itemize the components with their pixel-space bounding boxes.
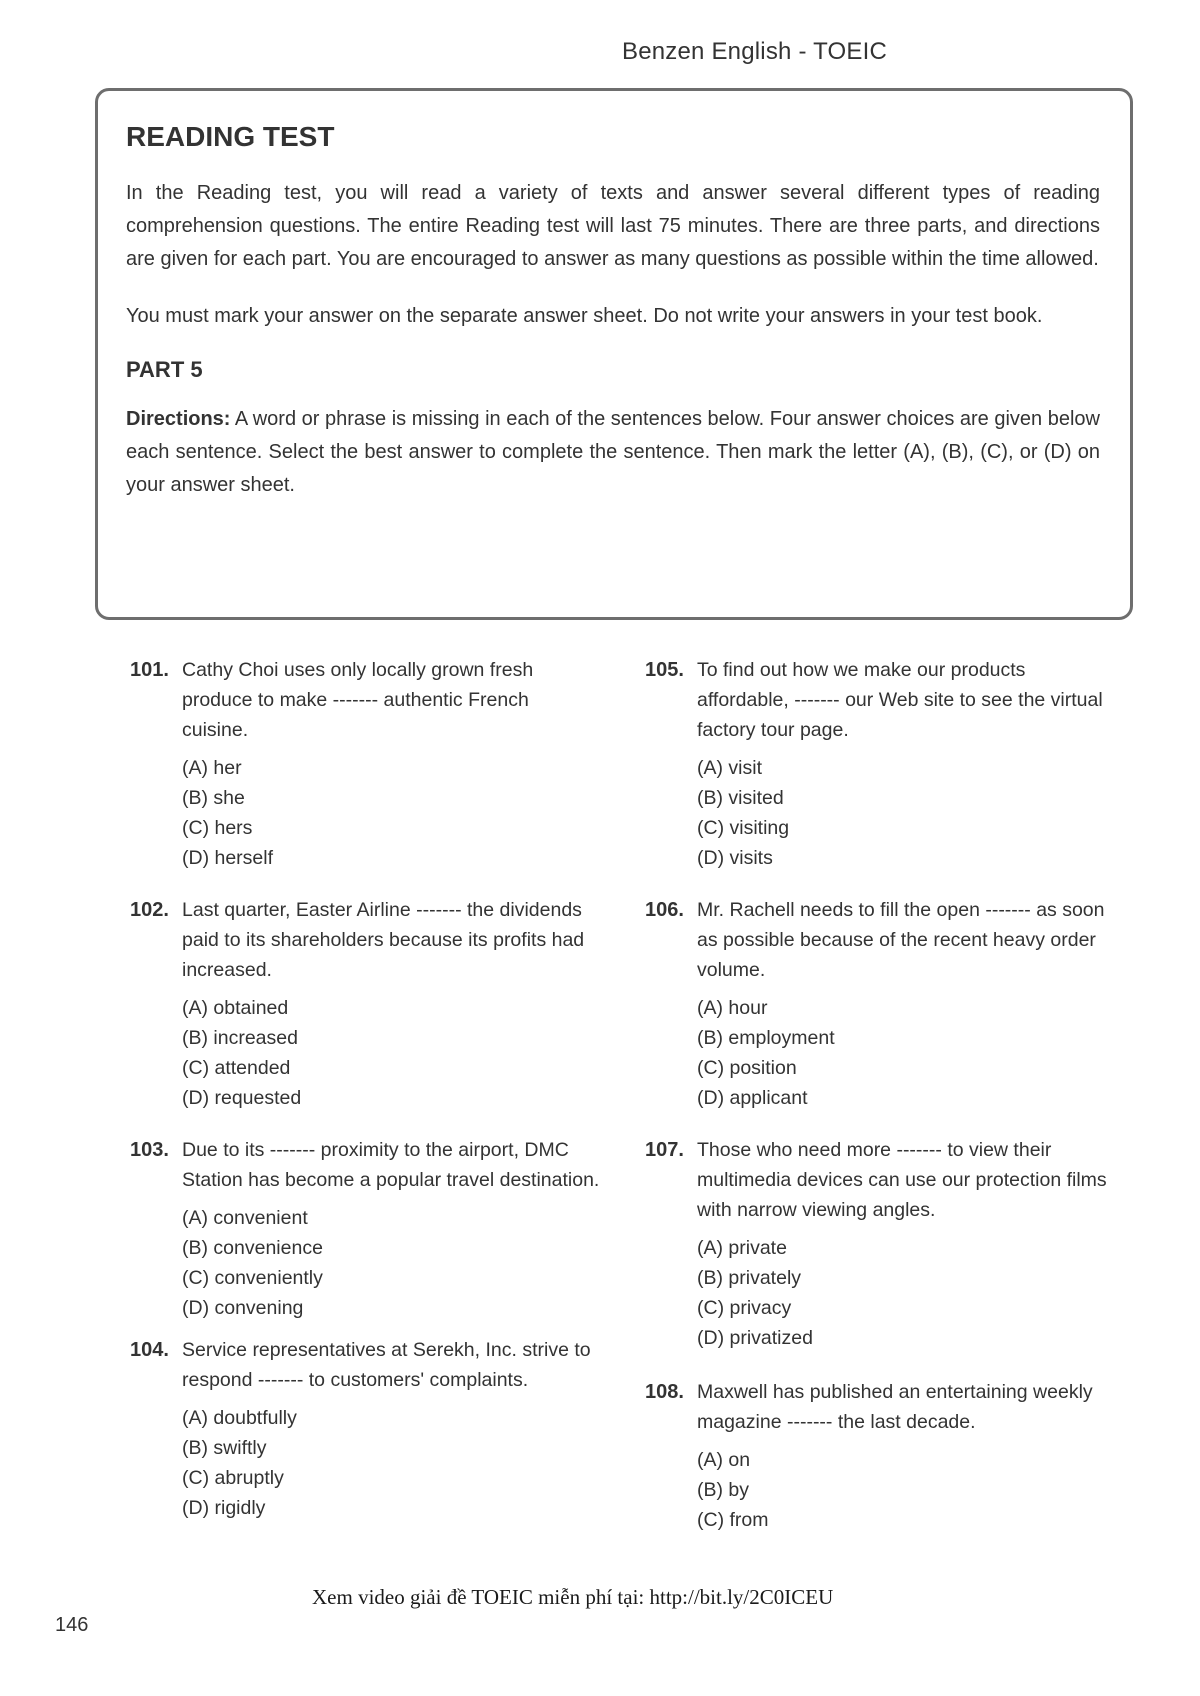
reading-test-intro-box bbox=[95, 88, 1133, 620]
option-c[interactable]: (C) hers bbox=[182, 817, 253, 839]
answer-options bbox=[182, 753, 600, 873]
answer-options bbox=[182, 993, 600, 1113]
questions-column-left bbox=[130, 655, 600, 1523]
question-number: 106. bbox=[645, 899, 684, 921]
answer-options bbox=[182, 1203, 600, 1323]
directions-text: A word or phrase is missing in each of the sentences below. Four answer choices are given below each sentence. Select the best answer to complete the sentence. Then mark the letter (A), (B), (C), or (D) on your answer sheet. bbox=[126, 408, 1100, 496]
questions-column-right bbox=[645, 655, 1115, 1535]
option-a[interactable]: (A) obtained bbox=[182, 997, 289, 1019]
question-101 bbox=[130, 655, 600, 873]
option-b[interactable]: (B) privately bbox=[697, 1267, 802, 1289]
option-b[interactable]: (B) increased bbox=[182, 1027, 298, 1049]
question-text: Service representatives at Serekh, Inc. strive to respond ------- to customers' complaints. bbox=[182, 1339, 591, 1391]
page-header: Benzen English - TOEIC bbox=[622, 38, 887, 65]
option-c[interactable]: (C) abruptly bbox=[182, 1467, 284, 1489]
question-104 bbox=[130, 1335, 600, 1523]
option-d[interactable]: (D) privatized bbox=[697, 1327, 813, 1349]
answer-options bbox=[697, 1445, 1115, 1535]
question-text: Cathy Choi uses only locally grown fresh produce to make ------- authentic French cuisine. bbox=[182, 659, 534, 741]
answer-options bbox=[697, 753, 1115, 873]
option-d[interactable]: (D) herself bbox=[182, 847, 274, 869]
question-103 bbox=[130, 1135, 600, 1323]
option-d[interactable]: (D) rigidly bbox=[182, 1497, 266, 1519]
option-b[interactable]: (B) convenience bbox=[182, 1237, 323, 1259]
option-b[interactable]: (B) by bbox=[697, 1479, 750, 1501]
question-108 bbox=[645, 1377, 1115, 1535]
option-a[interactable]: (A) visit bbox=[697, 757, 762, 779]
intro-paragraph-2: You must mark your answer on the separate answer sheet. Do not write your answers in your test book. bbox=[126, 305, 1043, 327]
question-105 bbox=[645, 655, 1115, 873]
watermark-link[interactable]: Xem video giải đề TOEIC miễn phí tại: http://bit.ly/2C0ICEU bbox=[312, 1585, 834, 1609]
option-a[interactable]: (A) private bbox=[697, 1237, 787, 1259]
intro-paragraph-1: In the Reading test, you will read a variety of texts and answer several different types of reading comprehension questions. The entire Reading test will last 75 minutes. There are three parts, and directions are given for each part. You are encouraged to answer as many questions as possible within the time allowed. bbox=[126, 182, 1100, 270]
question-text: Those who need more ------- to view their multimedia devices can use our protection films with narrow viewing angles. bbox=[697, 1139, 1107, 1221]
option-c[interactable]: (C) privacy bbox=[697, 1297, 792, 1319]
question-text: Mr. Rachell needs to fill the open ------- as soon as possible because of the recent heavy order volume. bbox=[697, 899, 1105, 981]
question-text: Maxwell has published an entertaining weekly magazine ------- the last decade. bbox=[697, 1381, 1093, 1433]
answer-options bbox=[697, 1233, 1115, 1353]
answer-options bbox=[697, 993, 1115, 1113]
option-c[interactable]: (C) conveniently bbox=[182, 1267, 323, 1289]
question-number: 108. bbox=[645, 1381, 684, 1403]
option-a[interactable]: (A) her bbox=[182, 757, 242, 779]
question-number: 105. bbox=[645, 659, 684, 681]
option-d[interactable]: (D) applicant bbox=[697, 1087, 808, 1109]
question-text: Last quarter, Easter Airline ------- the dividends paid to its shareholders because its profits had increased. bbox=[182, 899, 585, 981]
option-c[interactable]: (C) attended bbox=[182, 1057, 291, 1079]
question-number: 101. bbox=[130, 659, 169, 681]
question-107 bbox=[645, 1135, 1115, 1353]
option-a[interactable]: (A) convenient bbox=[182, 1207, 308, 1229]
option-a[interactable]: (A) hour bbox=[697, 997, 768, 1019]
part-title: PART 5 bbox=[126, 357, 203, 382]
answer-options bbox=[182, 1403, 600, 1523]
option-c[interactable]: (C) from bbox=[697, 1509, 769, 1531]
option-a[interactable]: (A) doubtfully bbox=[182, 1407, 297, 1429]
option-b[interactable]: (B) swiftly bbox=[182, 1437, 267, 1459]
option-a[interactable]: (A) on bbox=[697, 1449, 751, 1471]
question-106 bbox=[645, 895, 1115, 1113]
page-number: 146 bbox=[55, 1614, 89, 1636]
question-number: 102. bbox=[130, 899, 169, 921]
reading-test-title: READING TEST bbox=[126, 121, 335, 152]
option-d[interactable]: (D) convening bbox=[182, 1297, 304, 1319]
question-text: To find out how we make our products affordable, ------- our Web site to see the virtual factory tour page. bbox=[697, 659, 1103, 741]
directions-label: Directions: bbox=[126, 408, 231, 430]
question-text: Due to its ------- proximity to the airport, DMC Station has become a popular travel destination. bbox=[182, 1139, 600, 1191]
option-b[interactable]: (B) employment bbox=[697, 1027, 835, 1049]
question-number: 104. bbox=[130, 1339, 169, 1361]
option-b[interactable]: (B) visited bbox=[697, 787, 784, 809]
question-102 bbox=[130, 895, 600, 1113]
option-d[interactable]: (D) requested bbox=[182, 1087, 302, 1109]
directions-paragraph bbox=[126, 403, 1100, 502]
option-d[interactable]: (D) visits bbox=[697, 847, 773, 869]
option-b[interactable]: (B) she bbox=[182, 787, 245, 809]
question-number: 107. bbox=[645, 1139, 684, 1161]
question-number: 103. bbox=[130, 1139, 169, 1161]
option-c[interactable]: (C) position bbox=[697, 1057, 797, 1079]
option-c[interactable]: (C) visiting bbox=[697, 817, 790, 839]
